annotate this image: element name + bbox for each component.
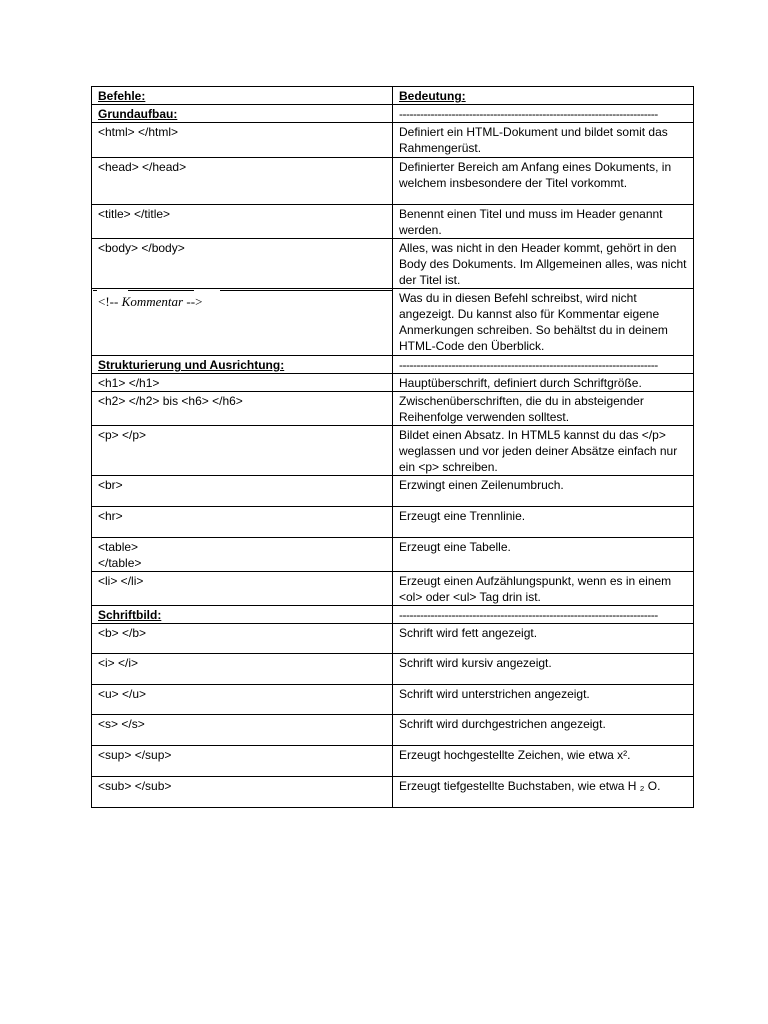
table-row: [92, 289, 694, 356]
section-title-schrift: Schriftbild:: [92, 606, 393, 624]
description-cell: Erzeugt einen Aufzählungspunkt, wenn es in einem <ol> oder <ul> Tag drin ist.: [393, 572, 694, 606]
table-row: [92, 624, 694, 654]
command-cell: [92, 289, 393, 356]
description-cell: Schrift wird fett angezeigt.: [393, 624, 694, 654]
section-title-grundaufbau: Grundaufbau:: [92, 105, 393, 123]
command-cell: <title> </title>: [92, 205, 393, 239]
description-cell: Definierter Bereich am Anfang eines Dokuments, in welchem insbesondere der Titel vorkommt.: [393, 158, 694, 205]
command-cell: <p> </p>: [92, 426, 393, 476]
description-cell: Schrift wird kursiv angezeigt.: [393, 654, 694, 685]
command-table: [91, 86, 694, 808]
table-row: [92, 746, 694, 777]
section-dashes: --------------------------------------------------------------------------: [393, 105, 694, 123]
table-close-tag: </table>: [98, 556, 142, 570]
section-row-struktur: [92, 356, 694, 374]
comment-close-tag: -->: [186, 294, 203, 309]
header-befehle: Befehle:: [92, 87, 393, 105]
divider-line: [128, 290, 194, 291]
table-header-row: [92, 87, 694, 105]
command-cell: <hr>: [92, 507, 393, 538]
table-row: [92, 426, 694, 476]
table-row: [92, 374, 694, 392]
description-cell: Was du in diesen Befehl schreibst, wird nicht angezeigt. Du kannst also für Kommentar eigene Anmerkungen schreiben. So behältst du in deinem HTML-Code den Überblick.: [393, 289, 694, 356]
section-dashes: --------------------------------------------------------------------------: [393, 606, 694, 624]
table-row: [92, 507, 694, 538]
command-cell: <li> </li>: [92, 572, 393, 606]
section-row-schrift: [92, 606, 694, 624]
comment-open-tag: <!--: [98, 294, 119, 309]
divider-line: [93, 290, 97, 291]
description-cell: Schrift wird unterstrichen angezeigt.: [393, 685, 694, 715]
command-cell: <sup> </sup>: [92, 746, 393, 777]
table-row: [92, 392, 694, 426]
table-row: [92, 572, 694, 606]
command-cell: <html> </html>: [92, 123, 393, 158]
description-cell: Schrift wird durchgestrichen angezeigt.: [393, 715, 694, 746]
comment-word: Kommentar: [121, 294, 184, 309]
table-row: [92, 654, 694, 685]
command-cell: <br>: [92, 476, 393, 507]
table-row: [92, 123, 694, 158]
description-cell: Hauptüberschrift, definiert durch Schriftgröße.: [393, 374, 694, 392]
section-title-struktur: Strukturierung und Ausrichtung:: [92, 356, 393, 374]
command-cell: <s> </s>: [92, 715, 393, 746]
command-cell: <u> </u>: [92, 685, 393, 715]
command-cell: <head> </head>: [92, 158, 393, 205]
table-row: [92, 538, 694, 572]
table-open-tag: <table>: [98, 540, 139, 554]
section-row-grundaufbau: [92, 105, 694, 123]
command-cell: [92, 538, 393, 572]
description-cell: Zwischenüberschriften, die du in absteigender Reihenfolge verwenden solltest.: [393, 392, 694, 426]
table-row: [92, 239, 694, 289]
divider-line: [220, 290, 393, 291]
description-cell: Benennt einen Titel und muss im Header genannt werden.: [393, 205, 694, 239]
description-cell: Erzeugt eine Tabelle.: [393, 538, 694, 572]
command-cell: <b> </b>: [92, 624, 393, 654]
description-cell: Erzeugt hochgestellte Zeichen, wie etwa x².: [393, 746, 694, 777]
table-row: [92, 158, 694, 205]
command-cell: <body> </body>: [92, 239, 393, 289]
command-cell: <sub> </sub>: [92, 777, 393, 808]
table-row: [92, 205, 694, 239]
comment-command: [98, 294, 386, 310]
table-row: [92, 777, 694, 808]
command-cell: <i> </i>: [92, 654, 393, 685]
command-cell: <h1> </h1>: [92, 374, 393, 392]
description-cell: Erzwingt einen Zeilenumbruch.: [393, 476, 694, 507]
command-cell: <h2> </h2> bis <h6> </h6>: [92, 392, 393, 426]
table-row: [92, 476, 694, 507]
description-cell: Definiert ein HTML-Dokument und bildet somit das Rahmengerüst.: [393, 123, 694, 158]
description-cell: Bildet einen Absatz. In HTML5 kannst du das </p> weglassen und vor jeden deiner Absätze einfach nur ein <p> schreiben.: [393, 426, 694, 476]
description-cell: Erzeugt tiefgestellte Buchstaben, wie etwa H ₂ O.: [393, 777, 694, 808]
section-dashes: --------------------------------------------------------------------------: [393, 356, 694, 374]
description-cell: Alles, was nicht in den Header kommt, gehört in den Body des Dokuments. Im Allgemeinen alles, was nicht der Titel ist.: [393, 239, 694, 289]
description-cell: Erzeugt eine Trennlinie.: [393, 507, 694, 538]
table-row: [92, 685, 694, 715]
header-bedeutung: Bedeutung:: [393, 87, 694, 105]
table-row: [92, 715, 694, 746]
